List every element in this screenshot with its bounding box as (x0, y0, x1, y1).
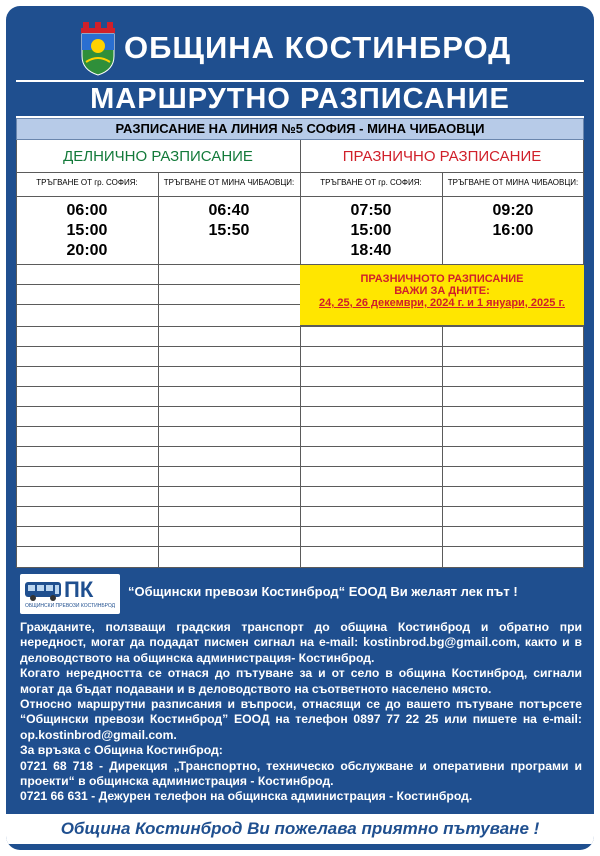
header (6, 16, 594, 78)
column-header-holiday-sofia: ТРЪГВАНЕ ОТ гр. СОФИЯ: (320, 178, 422, 187)
schedule-table (16, 118, 584, 568)
municipality-crest-icon (80, 22, 116, 76)
info-paragraph: Гражданите, ползващи градския транспорт до община Костинброд и обратно при нередност, могат да подадат писмен сигнал на e-mail: kostinbrod.bg@gmail.com, както и в деловодството на общинска администрация- Костинброд. (20, 620, 582, 665)
departure-time: 18:40 (350, 242, 392, 259)
departure-time: 15:50 (208, 222, 250, 239)
carrier-strip (16, 572, 584, 614)
info-paragraph: 0721 66 631 - Дежурен телефон на общинска администрация - Костинброд. (20, 789, 473, 804)
line-title: РАЗПИСАНИЕ НА ЛИНИЯ №5 СОФИЯ - МИНА ЧИБАОВЦИ (16, 118, 584, 140)
carrier-logo (20, 574, 120, 614)
logo-caption: ОБЩИНСКИ ПРЕВОЗИ КОСТИНБРОД (24, 603, 115, 609)
schedule-poster (6, 6, 594, 850)
departure-time: 07:50 (350, 202, 392, 219)
departure-time: 06:40 (208, 202, 250, 219)
departure-time: 15:00 (350, 222, 392, 239)
holiday-schedule-title: ПРАЗНИЧНО РАЗПИСАНИЕ (342, 148, 542, 165)
page-title: МАРШРУТНО РАЗПИСАНИЕ (16, 80, 584, 118)
column-header-workday-sofia: ТРЪГВАНЕ ОТ гр. СОФИЯ: (36, 178, 138, 187)
workday-schedule-title: ДЕЛНИЧНО РАЗПИСАНИЕ (63, 148, 253, 165)
timetable-grid (16, 140, 584, 568)
municipality-title: ОБЩИНА КОСТИНБРОД (124, 30, 512, 65)
closing-message: Община Костинброд Ви пожелава приятно пътуване ! (6, 814, 594, 844)
column-header-workday-mina: ТРЪГВАНЕ ОТ МИНА ЧИБАОВЦИ: (163, 178, 295, 187)
departure-time: 16:00 (492, 222, 534, 239)
info-paragraph: Относно маршрутни разписания и въпроси, отнасящи се до вашето пътуване потърсете “Общински превози Костинброд” ЕООД на телефон 0897 77 22 25 или пишете на e-mail: op.kostinbrod@gmail.com. (20, 697, 582, 742)
notice-heading: ПРАЗНИЧНОТО РАЗПИСАНИЕ (360, 273, 524, 285)
info-paragraph: Когато нередността се отнася до пътуване за и от село в община Костинброд, сигнали могат да бъдат подавани и в деловодството на съответното населено място. (20, 666, 582, 696)
notice-subheading: ВАЖИ ЗА ДНИТЕ: (394, 285, 490, 297)
departure-time: 09:20 (492, 202, 534, 219)
holiday-notice (300, 264, 584, 326)
departure-time: 06:00 (66, 202, 108, 219)
info-block (20, 620, 582, 805)
departure-time: 20:00 (66, 242, 108, 259)
logo-text: ПК (64, 577, 94, 602)
bus-icon (24, 580, 62, 602)
column-header-holiday-mina: ТРЪГВАНЕ ОТ МИНА ЧИБАОВЦИ: (447, 178, 579, 187)
info-paragraph: За връзка с Община Костинброд: (20, 743, 223, 758)
info-paragraph: 0721 68 718 - Дирекция „Транспортно, техническо обслужване и оперативни програми и проекти“ в общинска администрация - Костинброд. (20, 758, 582, 789)
notice-dates: 24, 25, 26 декември, 2024 г. и 1 януари, 2025 г. (319, 297, 565, 309)
grid-line (442, 326, 443, 568)
departure-time: 15:00 (66, 222, 108, 239)
carrier-greeting: “Общински превози Костинброд“ ЕООД Ви желаят лек път ! (128, 584, 518, 599)
